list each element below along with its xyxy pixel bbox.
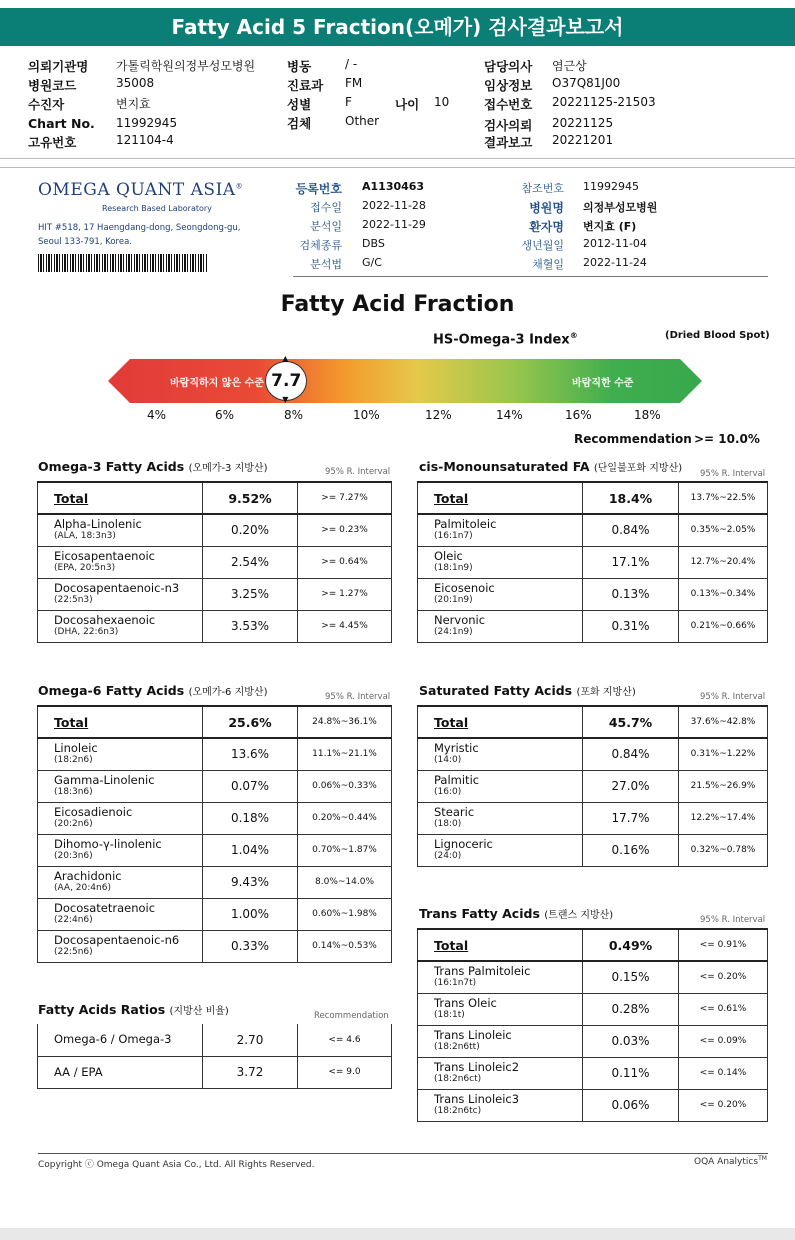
fatty-acid-name-cell (418, 834, 583, 866)
fatty-acid-name-cell (38, 802, 203, 834)
fatty-acid-notation: (DHA, 22:6n3) (54, 627, 119, 637)
fatty-acid-name: Lignoceric (434, 837, 493, 851)
reference-interval: >= 1.27% (298, 578, 392, 610)
fatty-acid-name-cell (418, 770, 583, 802)
reference-interval: >= 0.23% (298, 514, 392, 546)
table-row (418, 610, 768, 642)
header-value: 가톨릭학원의정부성모병원 (116, 59, 256, 73)
table-row (38, 514, 392, 546)
fatty-acid-name-cell (418, 993, 583, 1025)
fatty-acid-value: 1.00% (203, 898, 298, 930)
reference-interval: 0.70%~1.87% (298, 834, 392, 866)
fatty-acid-value: 0.28% (583, 993, 679, 1025)
fatty-acid-notation: (18:3n6) (54, 787, 93, 797)
info-value: 변지효 (F) (583, 220, 637, 233)
info-label: 생년월일 (521, 239, 564, 252)
gauge-tick: 14% (496, 408, 523, 422)
fatty-acid-value: 3.53% (203, 610, 298, 642)
reference-interval: 0.31%~1.22% (679, 738, 768, 770)
fatty-acid-notation: (24:0) (434, 851, 462, 861)
table-total-row (418, 929, 768, 961)
reference-interval: <= 9.0 (298, 1056, 392, 1088)
info-value: 2022-11-28 (362, 199, 426, 212)
gauge-tick: 18% (634, 408, 661, 422)
info-value: G/C (362, 256, 382, 269)
header-value: 35008 (116, 76, 155, 90)
fatty-acid-name: Trans Linoleic3 (434, 1092, 520, 1106)
reference-interval: <= 0.91% (679, 929, 768, 961)
table-row (38, 802, 392, 834)
header-label: 담당의사 (484, 59, 533, 74)
header-label: 검사의뢰 (484, 118, 533, 133)
fatty-acid-name: Trans Linoleic (434, 1028, 512, 1042)
interval-label: 95% R. Interval (325, 467, 391, 477)
reference-interval: 21.5%~26.9% (679, 770, 768, 802)
reference-interval: 12.2%~17.4% (679, 802, 768, 834)
fatty-acid-name-cell (418, 802, 583, 834)
fatty-acid-value: 0.07% (203, 770, 298, 802)
fatty-acid-name: Trans Oleic (434, 996, 497, 1010)
table-row (38, 898, 392, 930)
fatty-acid-notation: (ALA, 18:3n3) (54, 531, 116, 542)
fatty-acid-notation: (22:5n6) (54, 947, 93, 957)
fatty-acid-notation: (18:2n6tc) (434, 1106, 482, 1116)
fatty-acid-name-cell (38, 1056, 203, 1088)
omega3-table (37, 481, 392, 643)
info-label: 검체종류 (299, 239, 342, 252)
reference-interval: 37.6%~42.8% (679, 706, 768, 738)
fatty-acid-name: Docosahexaenoic (54, 613, 156, 627)
info-label: 등록번호 (295, 182, 342, 196)
fatty-acid-notation: (18:2n6ct) (434, 1074, 482, 1084)
reference-interval: >= 4.45% (298, 610, 392, 642)
fatty-acid-name: Trans Palmitoleic (434, 964, 531, 979)
cismono-section-title: cis-Monounsaturated FA (단일불포화 지방산) (419, 459, 683, 474)
fatty-acid-value: 0.49% (583, 929, 679, 961)
reference-interval: 0.20%~0.44% (298, 802, 392, 834)
reference-interval: >= 7.27% (298, 482, 392, 514)
fatty-acid-name: Total (434, 490, 469, 506)
report-title: Fatty Acid 5 Fraction(오메가) 검사결과보고서 (0, 8, 795, 46)
fatty-acid-name: Palmitic (434, 773, 480, 787)
fatty-acid-value: 45.7% (583, 706, 679, 738)
fatty-acid-value: 0.06% (583, 1089, 679, 1121)
info-label: 병원명 (529, 201, 564, 215)
lab-address: HIT #518, 17 Haengdang-dong, Seongdong-gu, (38, 223, 241, 233)
fatty-acid-notation: (22:5n3) (54, 595, 93, 605)
interval-label: 95% R. Interval (700, 469, 766, 479)
fatty-acid-value: 18.4% (583, 482, 679, 514)
interval-label: 95% R. Interval (700, 915, 766, 925)
fatty-acid-value: 0.03% (583, 1025, 679, 1057)
age-value: 10 (434, 95, 450, 109)
fatty-acid-value: 0.31% (583, 610, 679, 642)
fatty-acid-name-cell (418, 610, 583, 642)
saturated-table (417, 705, 768, 867)
fatty-acid-notation: (20:2n6) (54, 819, 93, 829)
fatty-acid-name-cell (418, 578, 583, 610)
omega3-section-title: Omega-3 Fatty Acids (오메가-3 지방산) (38, 459, 268, 474)
fatty-acid-value: 0.16% (583, 834, 679, 866)
info-label: 참조번호 (521, 182, 564, 195)
header-label: 접수번호 (484, 97, 533, 112)
fatty-acid-name: Gamma-Linolenic (54, 773, 155, 787)
fatty-acid-name: Myristic (434, 741, 479, 756)
cismono-table (417, 481, 768, 643)
header-value: 변지효 (116, 97, 151, 111)
fatty-acid-name: Oleic (434, 549, 463, 563)
fatty-acid-value: 1.04% (203, 834, 298, 866)
fatty-acid-value: 3.72 (203, 1056, 298, 1088)
fatty-acid-name-cell (38, 866, 203, 898)
info-label: 분석일 (310, 220, 342, 233)
reference-interval: 0.21%~0.66% (679, 610, 768, 642)
table-row (418, 738, 768, 770)
table-row (38, 1056, 392, 1088)
table-row (418, 1089, 768, 1121)
gauge-tick: 6% (215, 408, 235, 422)
table-total-row (38, 482, 392, 514)
fatty-acid-name: Nervonic (434, 613, 486, 627)
index-title: HS-Omega-3 Index® (433, 331, 578, 348)
fatty-acid-value: 0.11% (583, 1057, 679, 1089)
fatty-acid-value: 0.18% (203, 802, 298, 834)
fatty-acid-value: 3.25% (203, 578, 298, 610)
omega6-section-title: Omega-6 Fatty Acids (오메가-6 지방산) (38, 683, 268, 698)
interval-label: 95% R. Interval (700, 692, 766, 702)
fatty-acid-name-cell (418, 929, 583, 961)
reference-interval: 0.14%~0.53% (298, 930, 392, 962)
header-divider (0, 158, 795, 159)
lab-logo-subtitle: Research Based Laboratory (102, 204, 212, 213)
fatty-acid-value: 9.52% (203, 482, 298, 514)
fatty-acid-name-cell (418, 514, 583, 546)
index-recommendation-value: >= 10.0% (694, 432, 760, 446)
header-value: F (345, 95, 352, 109)
fatty-acid-notation: (18:2n6) (54, 755, 93, 766)
fatty-acid-name: Linoleic (54, 741, 98, 756)
table-row (418, 770, 768, 802)
gauge-bad-label: 바람직하지 않은 수준 (170, 378, 264, 389)
footer-divider (38, 1153, 768, 1154)
table-row (418, 546, 768, 578)
fatty-acid-name-cell (38, 1024, 203, 1056)
info-label: 접수일 (310, 201, 342, 214)
gauge-tick: 16% (565, 408, 592, 422)
fatty-acid-name: AA / EPA (54, 1064, 103, 1079)
gauge-tick: 8% (284, 408, 304, 422)
info-label: 분석법 (310, 258, 342, 271)
fatty-acid-name: Palmitoleic (434, 517, 497, 532)
reference-interval: <= 4.6 (298, 1024, 392, 1056)
footer-brand: OQA Analytics™ (694, 1155, 767, 1167)
fatty-acid-notation: (18:2n6tt) (434, 1042, 480, 1052)
header-value: O37Q81J00 (552, 76, 621, 90)
table-row (38, 738, 392, 770)
gauge-good-label: 바람직한 수준 (572, 378, 634, 389)
reference-interval: 0.06%~0.33% (298, 770, 392, 802)
header-label: 진료과 (287, 78, 324, 93)
marker-down-icon: ▼ (282, 395, 289, 404)
fatty-acid-name: Eicosenoic (434, 581, 495, 595)
header-value: 20221125-21503 (552, 95, 656, 109)
fatty-acid-notation: (16:1n7) (434, 531, 473, 542)
fatty-acid-value: 9.43% (203, 866, 298, 898)
fatty-acid-name: Eicosapentaenoic (54, 549, 155, 563)
info-divider (293, 276, 768, 277)
fatty-acid-value: 0.15% (583, 961, 679, 993)
reference-interval: 24.8%~36.1% (298, 706, 392, 738)
trans-table (417, 928, 768, 1122)
fatty-acid-value: 27.0% (583, 770, 679, 802)
fatty-acid-name-cell (38, 770, 203, 802)
fatty-acid-name-cell (38, 834, 203, 866)
fatty-acid-name: Total (54, 714, 89, 730)
saturated-section-title: Saturated Fatty Acids (포화 지방산) (419, 683, 636, 698)
header-label: 고유번호 (28, 135, 77, 150)
fatty-acid-name: Docosapentaenoic-n3 (54, 581, 180, 595)
header-label: 결과보고 (484, 135, 533, 150)
ratio-recommendation-label: Recommendation (314, 1011, 389, 1021)
table-row (38, 834, 392, 866)
reference-interval: 12.7%~20.4% (679, 546, 768, 578)
info-label: 환자명 (529, 220, 564, 234)
reference-interval: 0.13%~0.34% (679, 578, 768, 610)
table-row (38, 1024, 392, 1056)
fatty-acid-notation: (20:3n6) (54, 851, 93, 861)
header-label: 수진자 (28, 97, 65, 112)
info-value: 2022-11-29 (362, 218, 426, 231)
table-row (38, 546, 392, 578)
fatty-acid-name: Stearic (434, 805, 475, 819)
fatty-acid-name-cell (418, 738, 583, 770)
main-title: Fatty Acid Fraction (280, 292, 515, 317)
table-row (418, 578, 768, 610)
omega6-table (37, 705, 392, 963)
header-value: 20221201 (552, 133, 614, 147)
fatty-acid-notation: (EPA, 20:5n3) (54, 563, 116, 573)
header-label: 성별 (287, 97, 312, 112)
fatty-acid-name: Total (434, 937, 469, 953)
fatty-acid-name: Dihomo-γ-linolenic (54, 837, 162, 851)
interval-label: 95% R. Interval (325, 692, 391, 702)
reference-interval: 11.1%~21.1% (298, 738, 392, 770)
table-row (38, 578, 392, 610)
lab-address: Seoul 133-791, Korea. (38, 237, 132, 247)
fatty-acid-name-cell (418, 706, 583, 738)
fatty-acid-name-cell (418, 1057, 583, 1089)
fatty-acid-name-cell (38, 546, 203, 578)
fatty-acid-name-cell (38, 514, 203, 546)
fatty-acid-name: Eicosadienoic (54, 805, 133, 819)
info-value: DBS (362, 237, 385, 250)
index-value-marker: 7.7 (265, 361, 307, 401)
info-value: 2022-11-24 (583, 256, 647, 269)
fatty-acid-value: 0.20% (203, 514, 298, 546)
info-value: 11992945 (583, 180, 639, 193)
index-recommendation-label: Recommendation (574, 432, 692, 446)
fatty-acid-name: Trans Linoleic2 (434, 1060, 520, 1074)
fatty-acid-name-cell (418, 1089, 583, 1121)
table-row (418, 802, 768, 834)
marker-up-icon: ▲ (282, 354, 289, 363)
reference-interval: <= 0.61% (679, 993, 768, 1025)
fatty-acid-name: Total (434, 714, 469, 730)
reference-interval: <= 0.14% (679, 1057, 768, 1089)
table-row (38, 610, 392, 642)
table-row (418, 961, 768, 993)
ratios-section-title: Fatty Acids Ratios (지방산 비율) (38, 1002, 229, 1017)
fatty-acid-name: Docosatetraenoic (54, 901, 156, 915)
header-label: 병원코드 (28, 78, 77, 93)
fatty-acid-value: 0.13% (583, 578, 679, 610)
fatty-acid-notation: (16:1n7t) (434, 978, 477, 989)
header-value: 20221125 (552, 116, 614, 130)
header-value: Other (345, 114, 380, 128)
fatty-acid-name-cell (418, 1025, 583, 1057)
fatty-acid-name-cell (418, 482, 583, 514)
fatty-acid-name: Omega-6 / Omega-3 (54, 1032, 172, 1047)
gauge-tick: 4% (147, 408, 167, 422)
reference-interval: 0.35%~2.05% (679, 514, 768, 546)
fatty-acid-value: 13.6% (203, 738, 298, 770)
header-value: 염근상 (552, 59, 587, 73)
table-total-row (418, 482, 768, 514)
copyright: Copyright ⓒ Omega Quant Asia Co., Ltd. All Rights Reserved. (38, 1160, 315, 1170)
table-row (38, 770, 392, 802)
fatty-acid-notation: (AA, 20:4n6) (54, 883, 111, 893)
sample-note: (Dried Blood Spot) (665, 330, 770, 341)
fatty-acid-notation: (18:1t) (434, 1010, 465, 1020)
fatty-acid-name-cell (38, 738, 203, 770)
fatty-acid-name-cell (418, 961, 583, 993)
fatty-acid-notation: (24:1n9) (434, 627, 473, 637)
fatty-acid-name-cell (38, 898, 203, 930)
fatty-acid-value: 0.33% (203, 930, 298, 962)
table-total-row (418, 706, 768, 738)
table-row (418, 514, 768, 546)
reference-interval: 0.60%~1.98% (298, 898, 392, 930)
fatty-acid-notation: (18:0) (434, 819, 462, 829)
lab-logo: OMEGA QUANT ASIA® (38, 180, 244, 200)
fatty-acid-value: 0.84% (583, 738, 679, 770)
reference-interval: 13.7%~22.5% (679, 482, 768, 514)
fatty-acid-notation: (14:0) (434, 755, 462, 766)
header-divider (0, 167, 795, 168)
fatty-acid-name: Arachidonic (54, 869, 122, 883)
barcode (38, 254, 208, 272)
gauge-tick: 10% (353, 408, 380, 422)
table-total-row (38, 706, 392, 738)
reference-interval: 8.0%~14.0% (298, 866, 392, 898)
table-row (418, 834, 768, 866)
trans-section-title: Trans Fatty Acids (트랜스 지방산) (419, 906, 614, 921)
fatty-acid-name-cell (38, 706, 203, 738)
fatty-acid-value: 17.1% (583, 546, 679, 578)
header-label: 임상정보 (484, 78, 533, 93)
age-label: 나이 (395, 97, 420, 112)
page-bottom-bar (0, 1228, 795, 1240)
header-value: 11992945 (116, 116, 178, 130)
header-label: 의뢰기관명 (28, 59, 89, 74)
fatty-acid-notation: (18:1n9) (434, 563, 473, 573)
fatty-acid-name-cell (38, 610, 203, 642)
table-row (38, 866, 392, 898)
header-label: 검체 (287, 116, 312, 131)
fatty-acid-name-cell (418, 546, 583, 578)
reference-interval: >= 0.64% (298, 546, 392, 578)
reference-interval: <= 0.09% (679, 1025, 768, 1057)
info-value: 2012-11-04 (583, 237, 647, 250)
table-row (418, 1057, 768, 1089)
info-value: A1130463 (362, 180, 425, 193)
gauge-tick: 12% (425, 408, 452, 422)
header-value: / - (345, 57, 358, 71)
fatty-acid-value: 2.54% (203, 546, 298, 578)
fatty-acid-name-cell (38, 482, 203, 514)
info-label: 채혈일 (532, 258, 564, 271)
header-value: 121104-4 (116, 133, 174, 147)
table-row (38, 930, 392, 962)
fatty-acid-value: 0.84% (583, 514, 679, 546)
header-value: FM (345, 76, 363, 90)
reference-interval: <= 0.20% (679, 1089, 768, 1121)
reference-interval: 0.32%~0.78% (679, 834, 768, 866)
header-label: 병동 (287, 59, 312, 74)
fatty-acid-name: Alpha-Linolenic (54, 517, 142, 532)
fatty-acid-name-cell (38, 930, 203, 962)
fatty-acid-value: 25.6% (203, 706, 298, 738)
fatty-acid-value: 2.70 (203, 1024, 298, 1056)
info-value: 의정부성모병원 (583, 201, 658, 214)
fatty-acid-name-cell (38, 578, 203, 610)
fatty-acid-notation: (20:1n9) (434, 595, 473, 605)
fatty-acid-name: Total (54, 490, 89, 506)
fatty-acid-notation: (22:4n6) (54, 915, 93, 925)
table-row (418, 1025, 768, 1057)
ratios-table (37, 1024, 392, 1089)
table-row (418, 993, 768, 1025)
fatty-acid-value: 17.7% (583, 802, 679, 834)
header-label: Chart No. (28, 116, 95, 131)
fatty-acid-notation: (16:0) (434, 787, 462, 797)
reference-interval: <= 0.20% (679, 961, 768, 993)
fatty-acid-name: Docosapentaenoic-n6 (54, 933, 180, 947)
